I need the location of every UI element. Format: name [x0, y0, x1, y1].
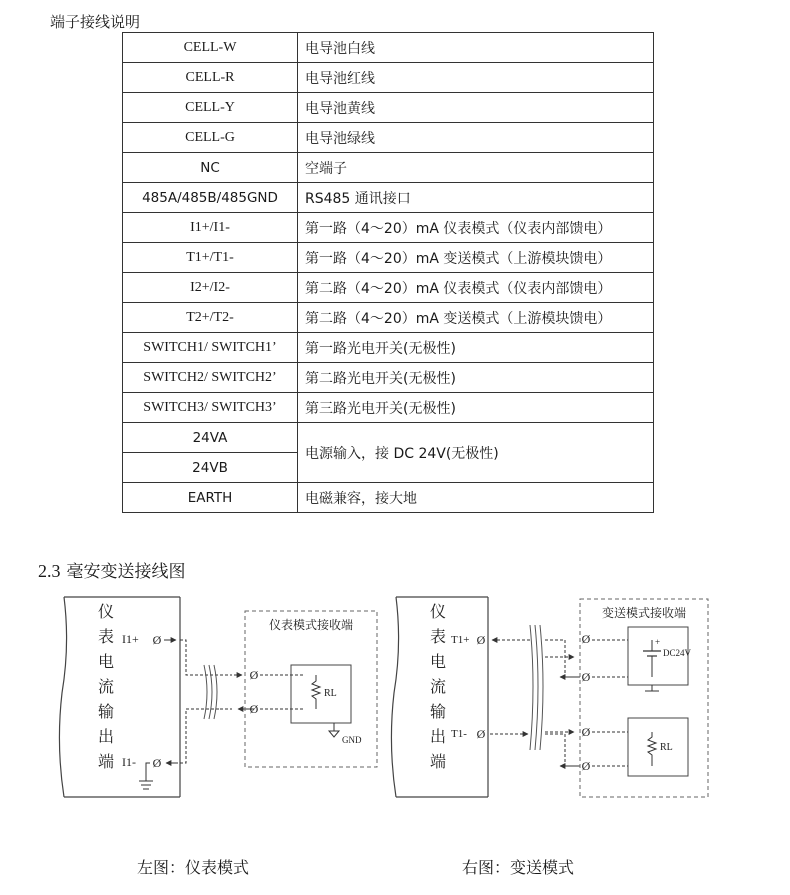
description-cell: RS485 通讯接口 — [298, 183, 654, 213]
terminal-screw-icon: Ø — [581, 725, 591, 739]
receiver-box — [580, 599, 708, 797]
cable-break-icon — [530, 625, 533, 750]
device-char: 输 — [97, 702, 115, 721]
device-char: 电 — [429, 652, 447, 671]
device-char: 仪 — [97, 602, 115, 621]
terminal-cell: 485A/485B/485GND — [123, 183, 298, 213]
description-cell: 电源输入，接 DC 24V(无极性) — [298, 423, 654, 483]
terminal-cell: SWITCH1/ SWITCH1’ — [123, 333, 298, 363]
load-box — [291, 665, 351, 723]
terminal-cell: 24VB — [123, 453, 298, 483]
terminal-screw-icon: Ø — [476, 727, 486, 741]
device-char: 端 — [429, 752, 447, 771]
device-char: 端 — [97, 752, 115, 771]
terminal-label-plus: I1+ — [122, 632, 139, 646]
description-cell: 第二路（4～20）mA 仪表模式（仪表内部馈电） — [298, 273, 654, 303]
table-row — [123, 213, 654, 243]
load-box — [628, 718, 688, 776]
table-row — [123, 483, 654, 513]
terminal-cell: 24VA — [123, 423, 298, 453]
device-char: 出 — [429, 727, 447, 746]
description-cell: 电导池红线 — [298, 63, 654, 93]
section-number: 2.3 — [38, 561, 61, 581]
section-heading — [38, 557, 186, 582]
description-cell: 电导池白线 — [298, 33, 654, 63]
terminal-label-plus: T1+ — [451, 634, 470, 646]
table-row — [123, 243, 654, 273]
table-row — [123, 393, 654, 423]
plus-sign: + — [655, 637, 661, 647]
device-left-edge — [391, 597, 398, 797]
device-char: 表 — [429, 627, 447, 646]
right-diagram — [391, 597, 708, 797]
gnd-icon — [329, 731, 339, 737]
terminal-cell: NC — [123, 153, 298, 183]
device-char: 出 — [97, 727, 115, 746]
description-cell: 第一路光电开关(无极性) — [298, 333, 654, 363]
left-diagram — [59, 597, 377, 797]
terminal-screw-icon: Ø — [581, 670, 591, 684]
description-cell: 第二路（4～20）mA 变送模式（上游模块馈电） — [298, 303, 654, 333]
terminal-screw-icon: Ø — [249, 702, 259, 716]
description-cell: 空端子 — [298, 153, 654, 183]
section-title: 毫安变送接线图 — [66, 562, 186, 582]
description-cell: 第二路光电开关(无极性) — [298, 363, 654, 393]
terminal-cell: CELL-Y — [123, 93, 298, 123]
caption-left: 左图：仪表模式 — [137, 858, 250, 877]
terminal-screw-icon: Ø — [152, 756, 162, 770]
terminal-cell: EARTH — [123, 483, 298, 513]
supply-label: DC24V — [663, 648, 692, 658]
caption-right: 右图：变送模式 — [462, 858, 575, 877]
description-cell: 电导池黄线 — [298, 93, 654, 123]
device-left-edge — [59, 597, 66, 797]
description-cell: 第一路（4～20）mA 变送模式（上游模块馈电） — [298, 243, 654, 273]
device-char: 表 — [97, 627, 115, 646]
receiver-box-label: 仪表模式接收端 — [268, 618, 354, 632]
terminal-cell: CELL-W — [123, 33, 298, 63]
table-row — [123, 33, 654, 63]
gnd-label: GND — [342, 735, 362, 745]
table-row — [123, 303, 654, 333]
device-char: 仪 — [429, 602, 447, 621]
table-row — [123, 333, 654, 363]
resistor-label: RL — [660, 742, 673, 753]
cable-break-icon — [204, 665, 207, 719]
resistor-label: RL — [324, 688, 337, 699]
device-char: 流 — [429, 677, 447, 696]
description-cell: 电磁兼容，接大地 — [298, 483, 654, 513]
table-row — [123, 153, 654, 183]
description-cell: 第一路（4～20）mA 仪表模式（仪表内部馈电） — [298, 213, 654, 243]
resistor-icon — [648, 732, 656, 766]
table-row — [123, 93, 654, 123]
resistor-icon — [312, 675, 320, 709]
page-title: 端子接线说明 — [50, 13, 141, 31]
terminal-screw-icon: Ø — [152, 633, 162, 647]
terminal-label-minus: T1- — [451, 728, 467, 740]
terminal-cell: CELL-R — [123, 63, 298, 93]
device-char: 流 — [97, 677, 115, 696]
terminal-screw-icon: Ø — [581, 759, 591, 773]
table-row — [123, 183, 654, 213]
terminal-label-minus: I1- — [122, 755, 136, 769]
table-row — [123, 63, 654, 93]
terminal-cell: CELL-G — [123, 123, 298, 153]
terminal-screw-icon: Ø — [476, 633, 486, 647]
wiring-diagram — [0, 585, 790, 810]
terminal-screw-icon: Ø — [249, 668, 259, 682]
receiver-box-label: 变送模式接收端 — [601, 606, 687, 620]
terminal-cell: SWITCH2/ SWITCH2’ — [123, 363, 298, 393]
terminal-cell: I1+/I1- — [123, 213, 298, 243]
terminal-cell: T2+/T2- — [123, 303, 298, 333]
description-cell: 电导池绿线 — [298, 123, 654, 153]
table-row — [123, 423, 654, 453]
table-row — [123, 363, 654, 393]
table-row — [123, 123, 654, 153]
terminal-cell: T1+/T1- — [123, 243, 298, 273]
terminal-cell: SWITCH3/ SWITCH3’ — [123, 393, 298, 423]
table-row — [123, 273, 654, 303]
terminal-table — [122, 32, 654, 513]
device-char: 输 — [429, 702, 447, 721]
terminal-screw-icon: Ø — [581, 632, 591, 646]
description-cell: 第三路光电开关(无极性) — [298, 393, 654, 423]
terminal-cell: I2+/I2- — [123, 273, 298, 303]
device-char: 电 — [97, 652, 115, 671]
